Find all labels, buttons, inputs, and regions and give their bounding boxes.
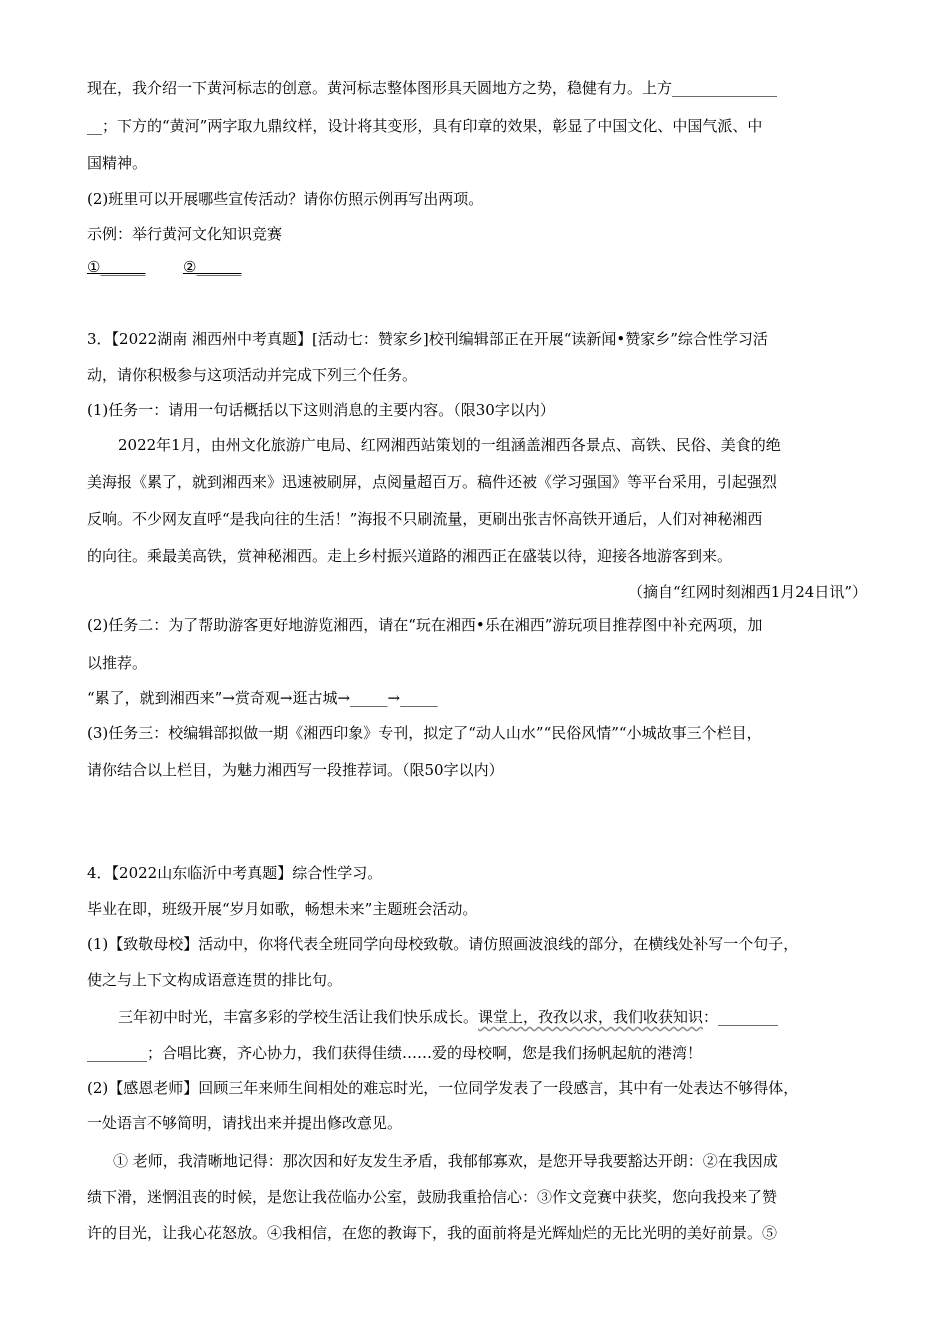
task-2-continued: 以推荐。 [87, 654, 148, 672]
task-3: (3)任务三：校编辑部拟做一期《湘西印象》专刊，拟定了“动人山水”“民俗风情”“小城故事三个栏目， [87, 724, 762, 742]
question-4-2: (2)【感恩老师】回顾三年来师生间相处的难忘时光，一位同学发表了一段感言，其中有一处表达不够得体， [87, 1079, 799, 1097]
news-paragraph-line: 美海报《累了，就到湘西来》迅速被刷屏，点阅量超百万。稿件还被《学习强国》等平台采用，引起强烈 [87, 473, 778, 491]
answer-blank-2: ②______ [183, 258, 242, 276]
speech-paragraph-line: 许的目光，让我心花怒放。④我相信，在您的教诲下，我的面前将是光辉灿烂的无比光明的美好前景。⑤ [87, 1224, 778, 1242]
speech-paragraph-line: 绩下滑，迷惘沮丧的时候，是您让我莅临办公室，鼓励我重拾信心：③作文竞赛中获奖，您向我投来了赞 [87, 1188, 778, 1206]
news-paragraph-line: 2022年1月，由州文化旅游广电局、红网湘西站策划的一组涵盖湘西各景点、高铁、民俗、美食的绝 [118, 436, 781, 454]
task-2: (2)任务二：为了帮助游客更好地游览湘西，请在“玩在湘西•乐在湘西”游玩项目推荐图中补充两项，加 [87, 616, 763, 634]
paragraph-line: 国精神。 [87, 154, 148, 172]
question-4-title: 4．【2022山东临沂中考真题】综合性学习。 [87, 864, 383, 882]
wavy-underlined-phrase: 课堂上，孜孜以求，我们收获知识 [478, 1008, 704, 1026]
answer-blank-1: ①______ [87, 258, 146, 276]
parallel-sentence-line: ________；合唱比赛，齐心协力，我们获得佳绩……爱的母校啊，您是我们扬帆起航的港湾！ [87, 1044, 703, 1062]
paragraph-line: 现在，我介绍一下黄河标志的创意。黄河标志整体图形具天圆地方之势，稳健有力。上方______________ [87, 79, 778, 97]
news-paragraph-line: 反响。不少网友直呼“是我向往的生活！”海报不只刷流量，更刷出张吉怀高铁开通后，人们对神秘湘西 [87, 510, 763, 528]
question-4-1: (1)【致敬母校】活动中，你将代表全班同学向母校致敬。请仿照画波浪线的部分，在横线处补写一个句子， [87, 935, 799, 953]
question-4-intro: 毕业在即，班级开展“岁月如歌，畅想未来”主题班会活动。 [87, 900, 478, 918]
question-3-title: 3．【2022湖南 湘西州中考真题】[活动七：赞家乡]校刊编辑部正在开展“读新闻•赞家乡”综合性学习活 [87, 330, 768, 348]
parallel-sentence-line: 三年初中时光，丰富多彩的学校生活让我们快乐成长。课堂上，孜孜以求，我们收获知识：________ [118, 1008, 779, 1026]
speech-paragraph-line: ① 老师，我清晰地记得：那次因和好友发生矛盾，我郁郁寡欢，是您开导我要豁达开朗：②在我因成 [113, 1152, 778, 1170]
question-4-2-continued: 一处语言不够简明，请找出来并提出修改意见。 [87, 1114, 403, 1132]
question-3-intro: 动，请你积极参与这项活动并完成下列三个任务。 [87, 366, 418, 384]
news-paragraph-line: 的向往。乘最美高铁，赏神秘湘西。走上乡村振兴道路的湘西正在盛装以待，迎接各地游客到来。 [87, 547, 733, 565]
news-source: （摘自“红网时刻湘西1月24日讯”） [628, 583, 867, 601]
task-1: (1)任务一：请用一句话概括以下这则消息的主要内容。（限30字以内） [87, 401, 555, 419]
task-3-continued: 请你结合以上栏目，为魅力湘西写一段推荐词。（限50字以内） [87, 761, 504, 779]
question-2-2: (2)班里可以开展哪些宣传活动？请你仿照示例再写出两项。 [87, 190, 484, 208]
paragraph-line: __；下方的“黄河”两字取九鼎纹样，设计将其变形，具有印章的效果，彰显了中国文化、中国气派、中 [87, 117, 763, 135]
recommendation-flow: “累了，就到湘西来”→赏奇观→逛古城→_____→_____ [87, 689, 438, 707]
question-4-1-continued: 使之与上下文构成语意连贯的排比句。 [87, 971, 343, 989]
example-text: 示例：举行黄河文化知识竞赛 [87, 225, 283, 243]
